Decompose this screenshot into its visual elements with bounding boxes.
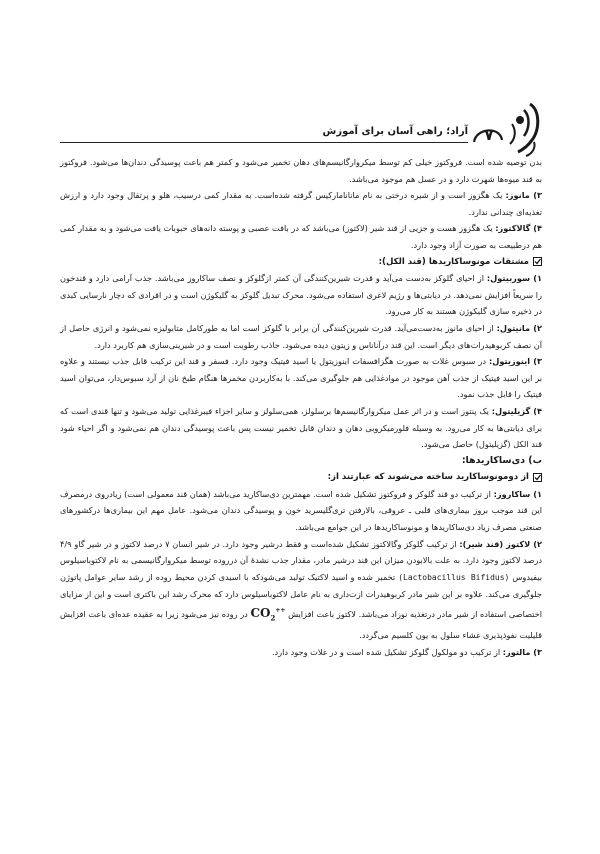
mannitol-paragraph — [60, 320, 542, 353]
mannitol-term: ۲) مانیتول: — [496, 322, 542, 333]
co2-subscript: 2 — [270, 613, 276, 623]
disaccharide-definition-heading — [60, 469, 542, 486]
lactose-text-3: در روده نیز می‌شود زیرا به عقیده عده‌ای باعث افزایش قلیلیت نفوذپذیری غشاء سلول به یون کلسیم می‌گردد. — [60, 609, 542, 641]
body-text — [60, 154, 542, 660]
co2-formula — [250, 606, 286, 623]
derivatives-heading — [60, 254, 542, 271]
xylitol-paragraph — [60, 403, 542, 453]
disaccharide-definition-text: از دومونوساکارید ساخته می‌شوند که عبارتند از: — [327, 472, 529, 483]
maltose-text: از ترکیب دو مولکول گلوکز تشکیل شده است و در غلات وجود دارد. — [271, 646, 503, 657]
intro-paragraph: بدن توصیه شده است. فروکتوز خیلی کم توسط میکروارگانیسم‌های دهان تخمیر می‌شود و کمتر هم باعث پوسیدگی دندان‌ها می‌شود. فروکتوز به قند میوه‌ها شهرت دارد و در عسل هم موجود می‌باشد. — [60, 157, 542, 184]
co2-label: CO — [250, 606, 271, 621]
galactose-term: ۴) گالاکتوز: — [495, 223, 543, 234]
mannitol-text: از احیای مانوز به‌دست‌می‌آید. قدرت شیرین‌کنندگی آن برابر با گلوکز است اما به طورکامل متابولیزه نمی‌شود و انرژی حاصل از آن نصف کربوهیدرات‌های دیگر است. این قند درآناناس و زیتون دیده می‌شود. جاذب رطوبت است و در شیرینی‌سازی هم کاربرد دارد. — [60, 322, 542, 350]
co2-superscript: ++ — [275, 607, 286, 615]
sucrose-paragraph — [60, 486, 542, 536]
mannose-paragraph — [60, 187, 542, 220]
lactose-text-1: از ترکیب گلوکز وگالاکتوز تشکیل شده‌است و فقط درشیر وجود دارد. در شیر انسان ۷ درصد لاکتوز و در شیر گاو ۴/۹ درصد لاکتوز وجود دارد. به علت بالابودن میزان این قند درشیر مادر، مقدار جذب نشدهٔ آن درروده توسط میکروارگانیسمی به نام لاکتوباسیلوس بیفیدوس — [60, 538, 542, 582]
derivatives-heading-text: مشتقات مونوساکاریدها (قند الکل): — [378, 256, 529, 267]
galactose-paragraph — [60, 220, 542, 253]
page-header — [60, 112, 542, 152]
arad-logo-graphic — [500, 100, 542, 158]
lactose-term: ۲) لاکتوز (قند شیر): — [459, 538, 542, 549]
lactose-text-2: تخمیر شده و اسید لاکتیک تولید می‌شودکه با اسیدی کردن محیط روده از رشد سایر عوامل پاتوژن جلوگیری می‌کند. علاوه بر این شیر مادر کربوهیدرات ازت‌داری به نام عامل لاکتوباسیلوس دارد که محرک رشد این باکتری است و این از مزایای اختصاصی استفاده از شیر مادر درتغذیه نوزاد می‌باشد. لاکتوز باعث افزایش — [60, 571, 542, 620]
maltose-term: ۳) مالتوز: — [502, 646, 542, 657]
disaccharides-heading: ب) دی‌ساکاریدها: — [461, 454, 542, 466]
maltose-paragraph — [60, 644, 542, 661]
lactose-paragraph — [60, 536, 542, 644]
checkbox-icon — [533, 257, 542, 266]
xylitol-text: یک پنتوز است و در اثر عمل میکروارگانیسم‌ها برسلولز، همی‌سلولز و سایر اجزاء فیبرغذایی تولید می‌شود و تنها قندی است که برای دیابتی‌ها به کار می‌رود. به وسیله فلورمیکروبی دهان و دندان قابل تخمیر نیست پس باعث پوسیدگی دندان هم نمی‌شود و اگر احیاء شود قند الکل (گزیلیتول) حاصل می‌شود. — [60, 405, 542, 450]
mannose-term: ۳) مانوز: — [505, 190, 542, 201]
sorbitol-paragraph — [60, 270, 542, 320]
galactose-text: یک هگزوز هست و جزیی از قند شیر (لاکتوز) می‌باشد که در بافت عصبی و پوسته دانه‌های حبوبات یافت می‌شود و به مقدار کمی هم درطبیعت به صورت آزاد وجود دارد. — [60, 223, 542, 250]
page-number: ۷ — [484, 126, 494, 144]
running-title: آراد؛ راهی آسان برای آموزش — [322, 126, 468, 137]
sucrose-text: از ترکیب دو قند گلوکز و فروکتوز تشکیل شده است. مهمترین دی‌ساکارید می‌باشد (همان قند معمولی است) زیادروی درمصرف این قند موجب بروز بیماری‌های قلبی ـ عروقی، بالارفتن تری‌گلیسرید خون و پوسیدگی دندان می‌شود. عامل مهم این بیماری‌ها درکشورهای صنعتی مصرف زیاد دی‌ساکاریدها و مونوساکاریدها در این جوامع می‌باشد. — [60, 488, 542, 533]
mannose-text: یک هگزوز است و از شیره درختی به نام مانانامارکیس گرفته شده‌است. به مقدار کمی درسیب، هلو و پرتقال وجود دارد و ارزش تغذیه‌ای چندانی ندارد. — [60, 190, 542, 217]
inositol-text: در سبوس غلات به صورت هگزافسفات اینوزیتول یا اسید فیتیک وجود دارد. فسفر و قند این ترکیب قابل جذب نیستند و علاوه بر این اسید فیتیک از جذب آهن موجود در موادغذایی هم جلوگیری می‌کند. با به‌کاربردن مخمرها هنگام طبخ نان از آرد سبوس‌دار، می‌توان اسید فیتیک را قابل جذب نمود. — [60, 356, 542, 400]
header-rule — [60, 142, 468, 143]
sucrose-term: ۱) ساکاروز: — [493, 488, 542, 499]
arad-logo — [500, 100, 542, 158]
sorbitol-text: از احیای گلوکز به‌دست می‌آید و قدرت شیرین‌کنندگی آن کمتر ازگلوکز و نصف ساکاروز می‌باشد. جذب آرامی دارد و قندخون را سریعاً افزایش نمی‌دهد. در دیابتی‌ها و رژیم لاغری استفاده می‌شود. محرک تبدیل گلوکز به گلیکوژن است و در افرادی که دچار نارسایی کبدی در ذخیره سازی گلیکوژن هستند به کار می‌رود. — [60, 273, 542, 317]
checkbox-icon — [533, 473, 542, 482]
inositol-term: ۳) اینوزیتول: — [489, 356, 542, 367]
lactobacillus-latin-name: (Lactobacillus Bifidus) — [398, 572, 510, 582]
xylitol-term: ۴) گزیلیتول: — [491, 405, 542, 416]
inositol-paragraph — [60, 353, 542, 403]
sorbitol-term: ۱) سوربیتول: — [486, 273, 542, 284]
